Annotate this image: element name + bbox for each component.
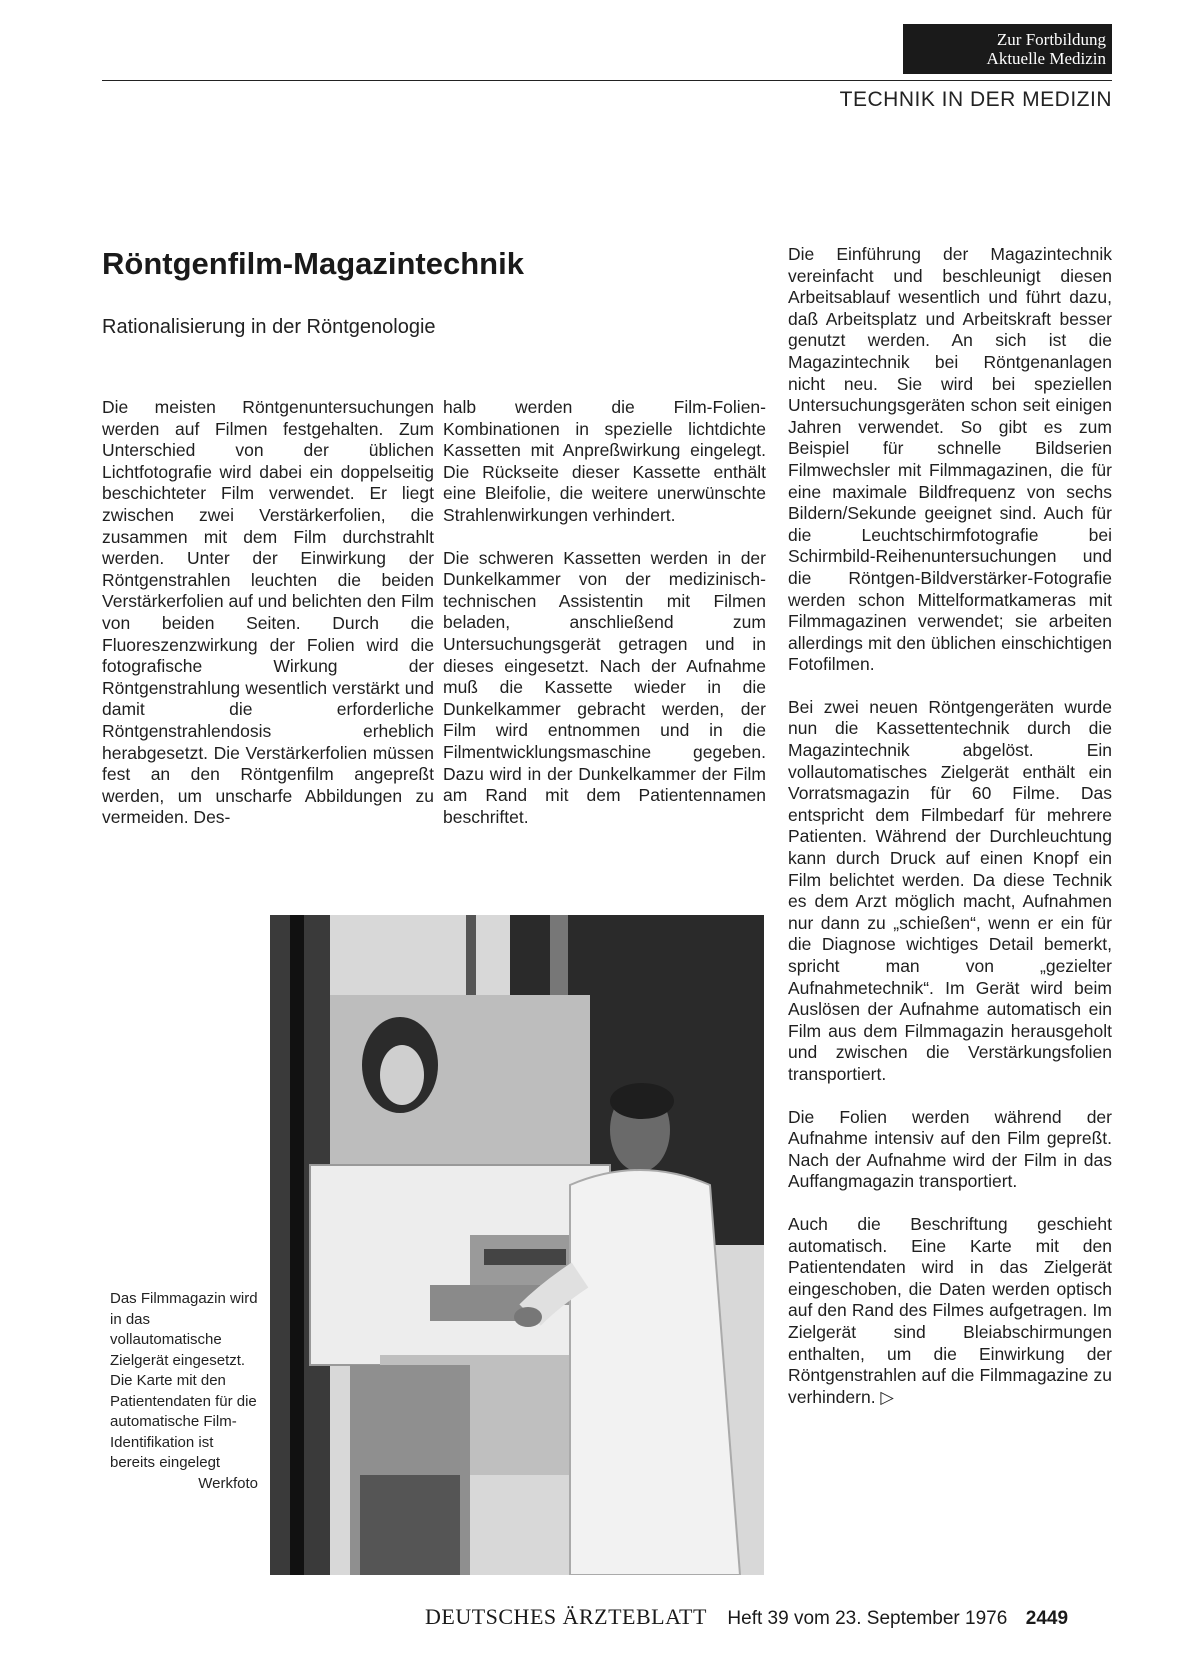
section-badge [903, 24, 1112, 74]
caption-text: Das Filmmagazin wird in das vollautomatische Zielgerät eingesetzt. Die Karte mit den Patientendaten für die automatische Film-Identifikation ist bereits eingelegt [110, 1290, 258, 1471]
journal-name: DEUTSCHES ÄRZTEBLATT [425, 1604, 707, 1629]
paragraph: Bei zwei neuen Röntgengeräten wurde nun die Kassettentechnik durch die Magazintechnik abgelöst. Ein vollautomatisches Zielgerät enthält ein Vorratsmagazin für 60 Filme. Das entspricht dem Filmbedarf für mehrere Patienten. Während der Durchleuchtung kann durch Druck auf einen Knopf ein Film belichtet werden. Da diese Technik es dem Arzt möglich macht, Aufnahmen nur dann zu „schießen“, wenn er ein für die Diagnose wichtiges Detail bemerkt, spricht man von „gezielter Aufnahmetechnik“. Im Gerät wird beim Auslösen der Aufnahme automatisch ein Film aus dem Filmmagazin herausgeholt und zwischen die Verstärkungsfolien transportiert. [788, 696, 1112, 1084]
paragraph: halb werden die Film-Folien-Kombinationen in spezielle lichtdichte Kassetten mit Anpreßwirkung eingelegt. Die Rückseite dieser Kassette enthält eine Bleifolie, die weitere unerwünschte Strahlenwirkungen verhindert. [443, 397, 766, 525]
page-footer [425, 1604, 1068, 1630]
text-column-1 [102, 397, 434, 850]
text-column-3 [788, 244, 1112, 1429]
paragraph: Die Einführung der Magazintechnik vereinfacht und beschleunigt diesen Arbeitsablauf wesentlich und führt dazu, daß Arbeitsplatz und Arbeitskraft besser genutzt werden. An sich ist die Magazintechnik bei Röntgenanlagen nicht neu. Sie wird bei speziellen Untersuchungsgeräten schon seit einigen Jahren verwendet. So gibt es zum Beispiel für schnelle Bildserien Filmwechsler mit Filmmagazinen, die für eine maximale Bildfrequenz von sechs Bildern/Sekunde geeignet sind. Auch für die Leuchtschirmfotografie bei Schirmbild-Reihenuntersuchungen und die Röntgen-Bildverstärker-Fotografie werden schon Mittelformatkameras mit Filmmagazinen verwendet; sie arbeiten allerdings mit den üblichen einschichtigen Fotofilmen. [788, 244, 1112, 675]
badge-line-1: Zur Fortbildung [996, 30, 1106, 49]
paragraph: Auch die Beschriftung geschieht automatisch. Eine Karte mit den Patientendaten wird in das Zielgerät eingeschoben, die Daten werden optisch auf den Rand des Filmes aufgetragen. Im Zielgerät sind Bleiabschirmungen enthalten, um die Einwirkung der Röntgenstrahlen auf die Filmmagazine zu verhindern. ▷ [788, 1213, 1112, 1407]
header-rule [102, 80, 1112, 81]
issue-info: Heft 39 vom 23. September 1976 [727, 1608, 1008, 1629]
paragraph: Die meisten Röntgenuntersuchungen werden auf Filmen festgehalten. Zum Unterschied von der üblichen Lichtfotografie wird dabei ein doppelseitig beschichteter Film verwendet. Er liegt zwischen zwei Verstärkerfolien, die zusammen mit dem Film durchstrahlt werden. Unter der Einwirkung der Röntgenstrahlen leuchten die beiden Verstärkerfolien auf und belichten den Film von beiden Seiten. Durch die Fluoreszenzwirkung der Folien wird die fotografische Wirkung der Röntgenstrahlung wesentlich verstärkt und damit die erforderliche Röntgenstrahlendosis erheblich herabgesetzt. Die Verstärkerfolien müssen fest an den Röntgenfilm angepreßt werden, um unscharfe Abbildungen zu vermeiden. Des- [102, 397, 434, 828]
paragraph: Die schweren Kassetten werden in der Dunkelkammer von der medizinisch-technischen Assistentin mit Filmen beladen, anschließend zum Untersuchungsgerät getragen und in dieses eingesetzt. Nach der Aufnahme muß die Kassette wieder in die Dunkelkammer gebracht werden, der Film wird entnommen und in die Filmentwicklungsmaschine gegeben. Dazu wird in der Dunkelkammer der Film am Rand mit dem Patientennamen beschriftet. [443, 547, 766, 827]
article-title: Röntgenfilm-Magazintechnik [102, 246, 524, 281]
photo-caption [110, 1289, 258, 1494]
page-number: 2449 [1025, 1608, 1069, 1629]
photo-credit: Werkfoto [198, 1474, 258, 1492]
badge-line-2: Aktuelle Medizin [986, 49, 1106, 68]
article-photo [270, 915, 764, 1575]
paragraph: Die Folien werden während der Aufnahme intensiv auf den Film gepreßt. Nach der Aufnahme wird der Film in das Auffangmagazin transportiert. [788, 1106, 1112, 1192]
text-column-2 [443, 397, 766, 849]
photo-illustration [270, 915, 764, 1575]
article-subtitle: Rationalisierung in der Röntgenologie [102, 316, 436, 338]
section-label: TECHNIK IN DER MEDIZIN [839, 88, 1112, 111]
